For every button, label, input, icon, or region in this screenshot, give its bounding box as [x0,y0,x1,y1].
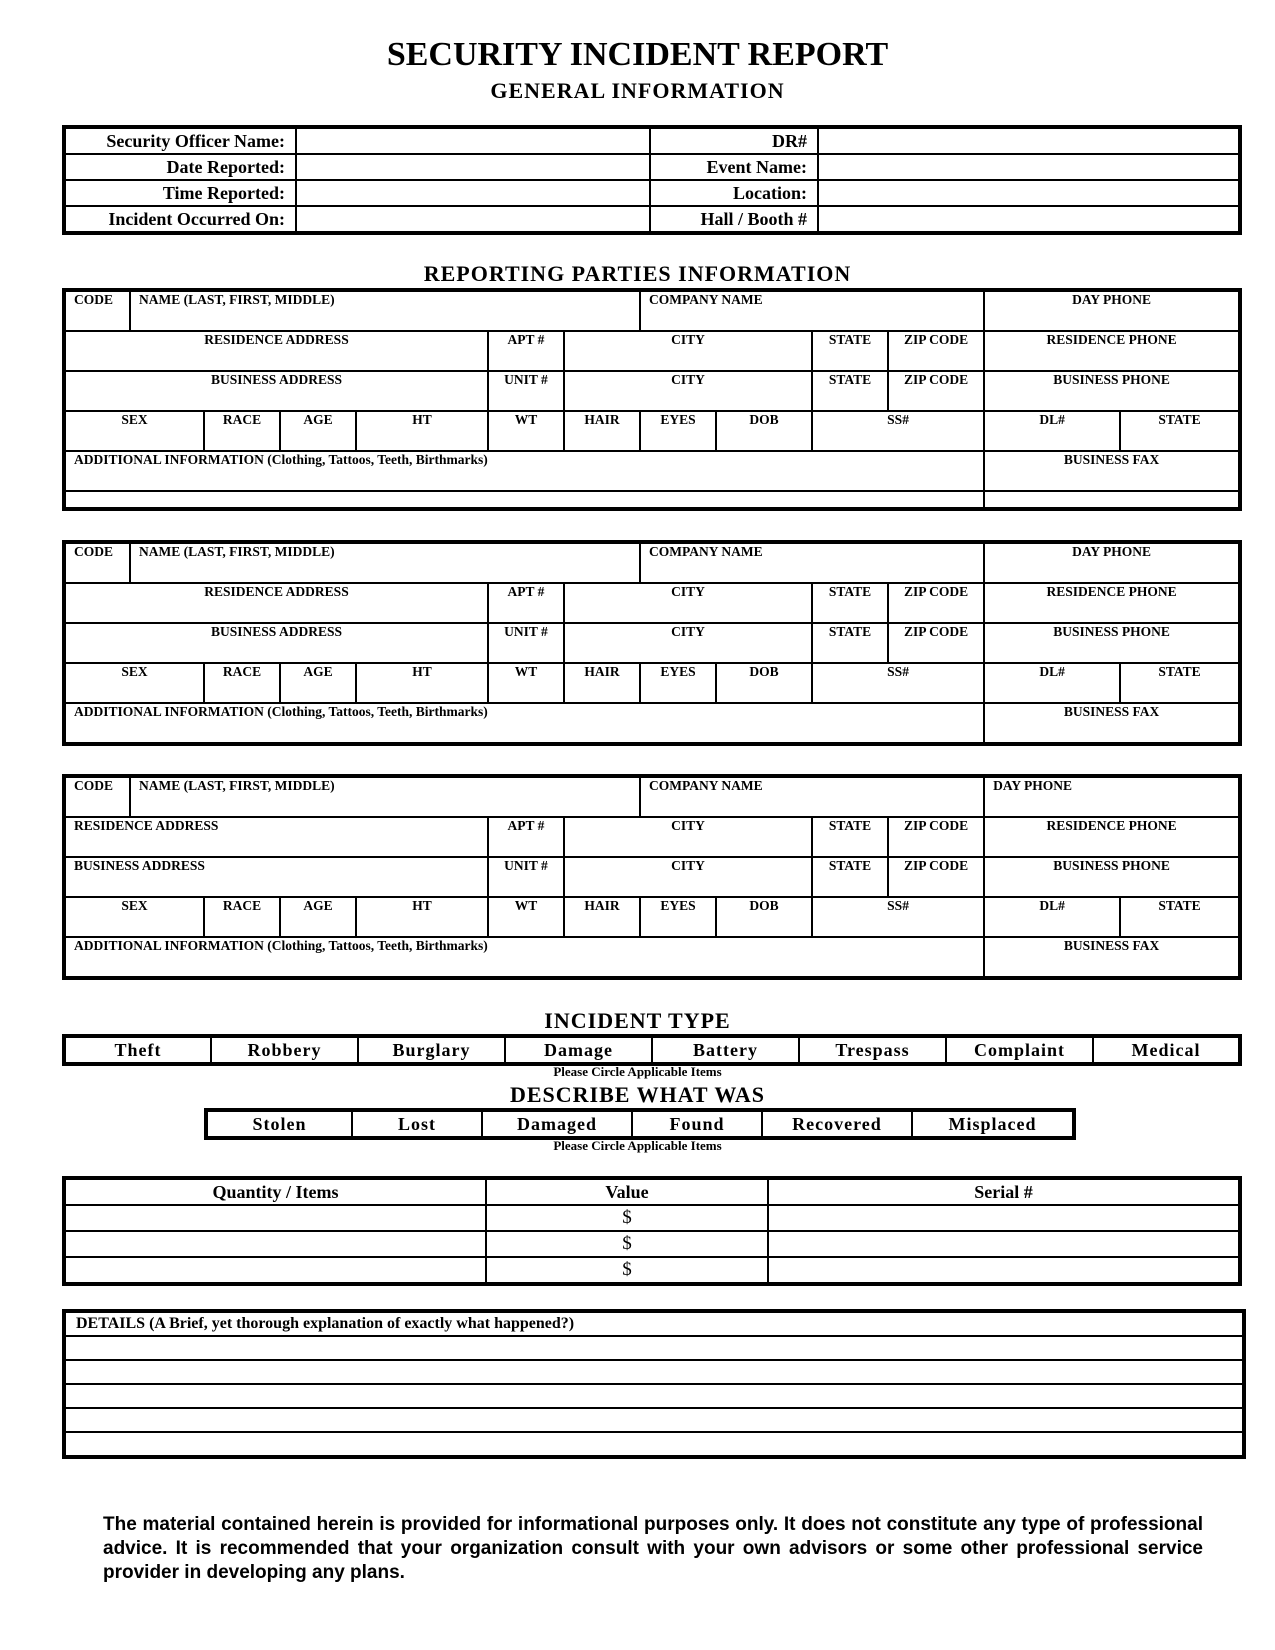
details-label: DETAILS (A Brief, yet thorough explanation of exactly what happened?) [64,1311,1244,1336]
company-name-label: COMPANY NAME [640,776,984,817]
ht-label: HT [356,663,488,703]
incident-type-battery[interactable]: Battery [652,1036,799,1064]
incident-type-damage[interactable]: Damage [505,1036,652,1064]
state-label: STATE [812,331,888,371]
value-header: Value [486,1178,768,1205]
residence-address-label: RESIDENCE ADDRESS [64,583,488,623]
apt-label: APT # [488,331,564,371]
race-label: RACE [204,411,280,451]
business-phone-label: BUSINESS PHONE [984,371,1240,411]
company-name-label: COMPANY NAME [640,542,984,583]
describe-options [204,1108,1076,1140]
ss-label: SS# [812,663,984,703]
incident-type-medical[interactable]: Medical [1093,1036,1240,1064]
company-name-label: COMPANY NAME [640,290,984,331]
location-field[interactable] [818,180,1240,206]
residence-phone-label: RESIDENCE PHONE [984,331,1240,371]
incident-type-complaint[interactable]: Complaint [946,1036,1093,1064]
event-name-field[interactable] [818,154,1240,180]
value-field[interactable]: $ [486,1205,768,1231]
value-field[interactable]: $ [486,1231,768,1257]
ss-label: SS# [812,411,984,451]
business-address-label: BUSINESS ADDRESS [64,371,488,411]
general-info-table [62,125,1242,235]
zip-code-label: ZIP CODE [888,857,984,897]
apt-label: APT # [488,583,564,623]
dl-label: DL# [984,663,1120,703]
incident-type-burglary[interactable]: Burglary [358,1036,505,1064]
hair-label: HAIR [564,411,640,451]
reporting-party-1 [62,288,1242,511]
incident-occurred-on-label: Incident Occurred On: [64,206,296,233]
incident-type-heading: INCIDENT TYPE [544,1008,731,1033]
quantity-items-field[interactable] [64,1205,486,1231]
hair-label: HAIR [564,663,640,703]
unit-label: UNIT # [488,623,564,663]
race-label: RACE [204,897,280,937]
city-label: CITY [564,331,812,371]
state-label: STATE [812,623,888,663]
residence-phone-label: RESIDENCE PHONE [984,817,1240,857]
name-label: NAME (LAST, FIRST, MIDDLE) [130,542,640,583]
dob-label: DOB [716,411,812,451]
state-label: STATE [812,583,888,623]
dl-state-label: STATE [1120,897,1240,937]
details-line[interactable] [64,1408,1244,1432]
incident-type-theft[interactable]: Theft [64,1036,211,1064]
business-fax-label: BUSINESS FAX [984,937,1240,978]
describe-found[interactable]: Found [632,1110,762,1138]
business-phone-label: BUSINESS PHONE [984,623,1240,663]
zip-code-label: ZIP CODE [888,583,984,623]
sex-label: SEX [64,897,204,937]
serial-field[interactable] [768,1205,1240,1231]
sex-label: SEX [64,411,204,451]
wt-label: WT [488,411,564,451]
ss-label: SS# [812,897,984,937]
business-fax-label: BUSINESS FAX [984,703,1240,744]
table-row [64,1257,1240,1284]
code-label: CODE [64,542,130,583]
dob-label: DOB [716,897,812,937]
reporting-party-3 [62,774,1242,980]
quantity-items-field[interactable] [64,1231,486,1257]
zip-code-label: ZIP CODE [888,331,984,371]
hall-booth-field[interactable] [818,206,1240,233]
quantity-items-field[interactable] [64,1257,486,1284]
date-reported-label: Date Reported: [64,154,296,180]
zip-code-label: ZIP CODE [888,817,984,857]
describe-what-was-heading: DESCRIBE WHAT WAS [509,1082,765,1107]
eyes-label: EYES [640,897,716,937]
day-phone-label: DAY PHONE [984,776,1240,817]
dr-number-label: DR# [650,127,818,154]
state-label: STATE [812,857,888,897]
general-info-heading: GENERAL INFORMATION [490,78,785,103]
race-label: RACE [204,663,280,703]
code-label: CODE [64,290,130,331]
code-label: CODE [64,776,130,817]
describe-lost[interactable]: Lost [352,1110,482,1138]
dob-label: DOB [716,663,812,703]
city-label: CITY [564,817,812,857]
circle-items-note-2: Please Circle Applicable Items [553,1138,722,1153]
incident-type-trespass[interactable]: Trespass [799,1036,946,1064]
table-row [64,1205,1240,1231]
business-address-label: BUSINESS ADDRESS [64,857,488,897]
ht-label: HT [356,897,488,937]
table-row [64,1231,1240,1257]
security-officer-name-field[interactable] [296,127,650,154]
additional-info-label: ADDITIONAL INFORMATION (Clothing, Tattoos, Teeth, Birthmarks) [64,451,984,491]
business-fax-field[interactable] [984,491,1240,509]
circle-items-note: Please Circle Applicable Items [553,1064,722,1079]
wt-label: WT [488,897,564,937]
dr-number-field[interactable] [818,127,1240,154]
report-title: SECURITY INCIDENT REPORT [386,36,889,73]
city-label: CITY [564,371,812,411]
business-address-label: BUSINESS ADDRESS [64,623,488,663]
incident-type-robbery[interactable]: Robbery [211,1036,358,1064]
ht-label: HT [356,411,488,451]
hair-label: HAIR [564,897,640,937]
additional-info-label: ADDITIONAL INFORMATION (Clothing, Tattoos, Teeth, Birthmarks) [64,703,984,744]
time-reported-label: Time Reported: [64,180,296,206]
reporting-parties-heading: REPORTING PARTIES INFORMATION [423,261,852,286]
residence-address-label: RESIDENCE ADDRESS [64,331,488,371]
city-label: CITY [564,583,812,623]
disclaimer-text: The material contained herein is provided for informational purposes only. It does not constitute any type of professional advice. It is recommended that your organization consult with your own advisors or some other professional service provider in developing any plans. [103,1514,1203,1583]
value-field[interactable]: $ [486,1257,768,1284]
quantity-items-header: Quantity / Items [64,1178,486,1205]
additional-info-field[interactable] [64,491,984,509]
dl-label: DL# [984,897,1120,937]
city-label: CITY [564,623,812,663]
unit-label: UNIT # [488,857,564,897]
age-label: AGE [280,897,356,937]
describe-damaged[interactable]: Damaged [482,1110,632,1138]
age-label: AGE [280,411,356,451]
apt-label: APT # [488,817,564,857]
additional-info-label: ADDITIONAL INFORMATION (Clothing, Tattoos, Teeth, Birthmarks) [64,937,984,978]
date-reported-field[interactable] [296,154,650,180]
details-table [62,1309,1246,1459]
city-label: CITY [564,857,812,897]
business-phone-label: BUSINESS PHONE [984,857,1240,897]
details-line[interactable] [64,1336,1244,1360]
location-label: Location: [650,180,818,206]
serial-field[interactable] [768,1257,1240,1284]
day-phone-label: DAY PHONE [984,290,1240,331]
sex-label: SEX [64,663,204,703]
describe-misplaced[interactable]: Misplaced [912,1110,1074,1138]
zip-code-label: ZIP CODE [888,623,984,663]
name-label: NAME (LAST, FIRST, MIDDLE) [130,776,640,817]
time-reported-field[interactable] [296,180,650,206]
residence-address-label: RESIDENCE ADDRESS [64,817,488,857]
serial-field[interactable] [768,1231,1240,1257]
reporting-party-2 [62,540,1242,746]
details-line[interactable] [64,1360,1244,1384]
wt-label: WT [488,663,564,703]
zip-code-label: ZIP CODE [888,371,984,411]
event-name-label: Event Name: [650,154,818,180]
unit-label: UNIT # [488,371,564,411]
security-officer-name-label: Security Officer Name: [64,127,296,154]
dl-state-label: STATE [1120,663,1240,703]
dl-label: DL# [984,411,1120,451]
state-label: STATE [812,371,888,411]
details-line[interactable] [64,1384,1244,1408]
day-phone-label: DAY PHONE [984,542,1240,583]
state-label: STATE [812,817,888,857]
items-table [62,1176,1242,1286]
name-label: NAME (LAST, FIRST, MIDDLE) [130,290,640,331]
hall-booth-label: Hall / Booth # [650,206,818,233]
eyes-label: EYES [640,411,716,451]
describe-recovered[interactable]: Recovered [762,1110,912,1138]
residence-phone-label: RESIDENCE PHONE [984,583,1240,623]
eyes-label: EYES [640,663,716,703]
describe-stolen[interactable]: Stolen [206,1110,352,1138]
dl-state-label: STATE [1120,411,1240,451]
age-label: AGE [280,663,356,703]
business-fax-label: BUSINESS FAX [984,451,1240,491]
incident-occurred-on-field[interactable] [296,206,650,233]
serial-header: Serial # [768,1178,1240,1205]
details-line[interactable] [64,1432,1244,1457]
incident-type-options [62,1034,1242,1066]
